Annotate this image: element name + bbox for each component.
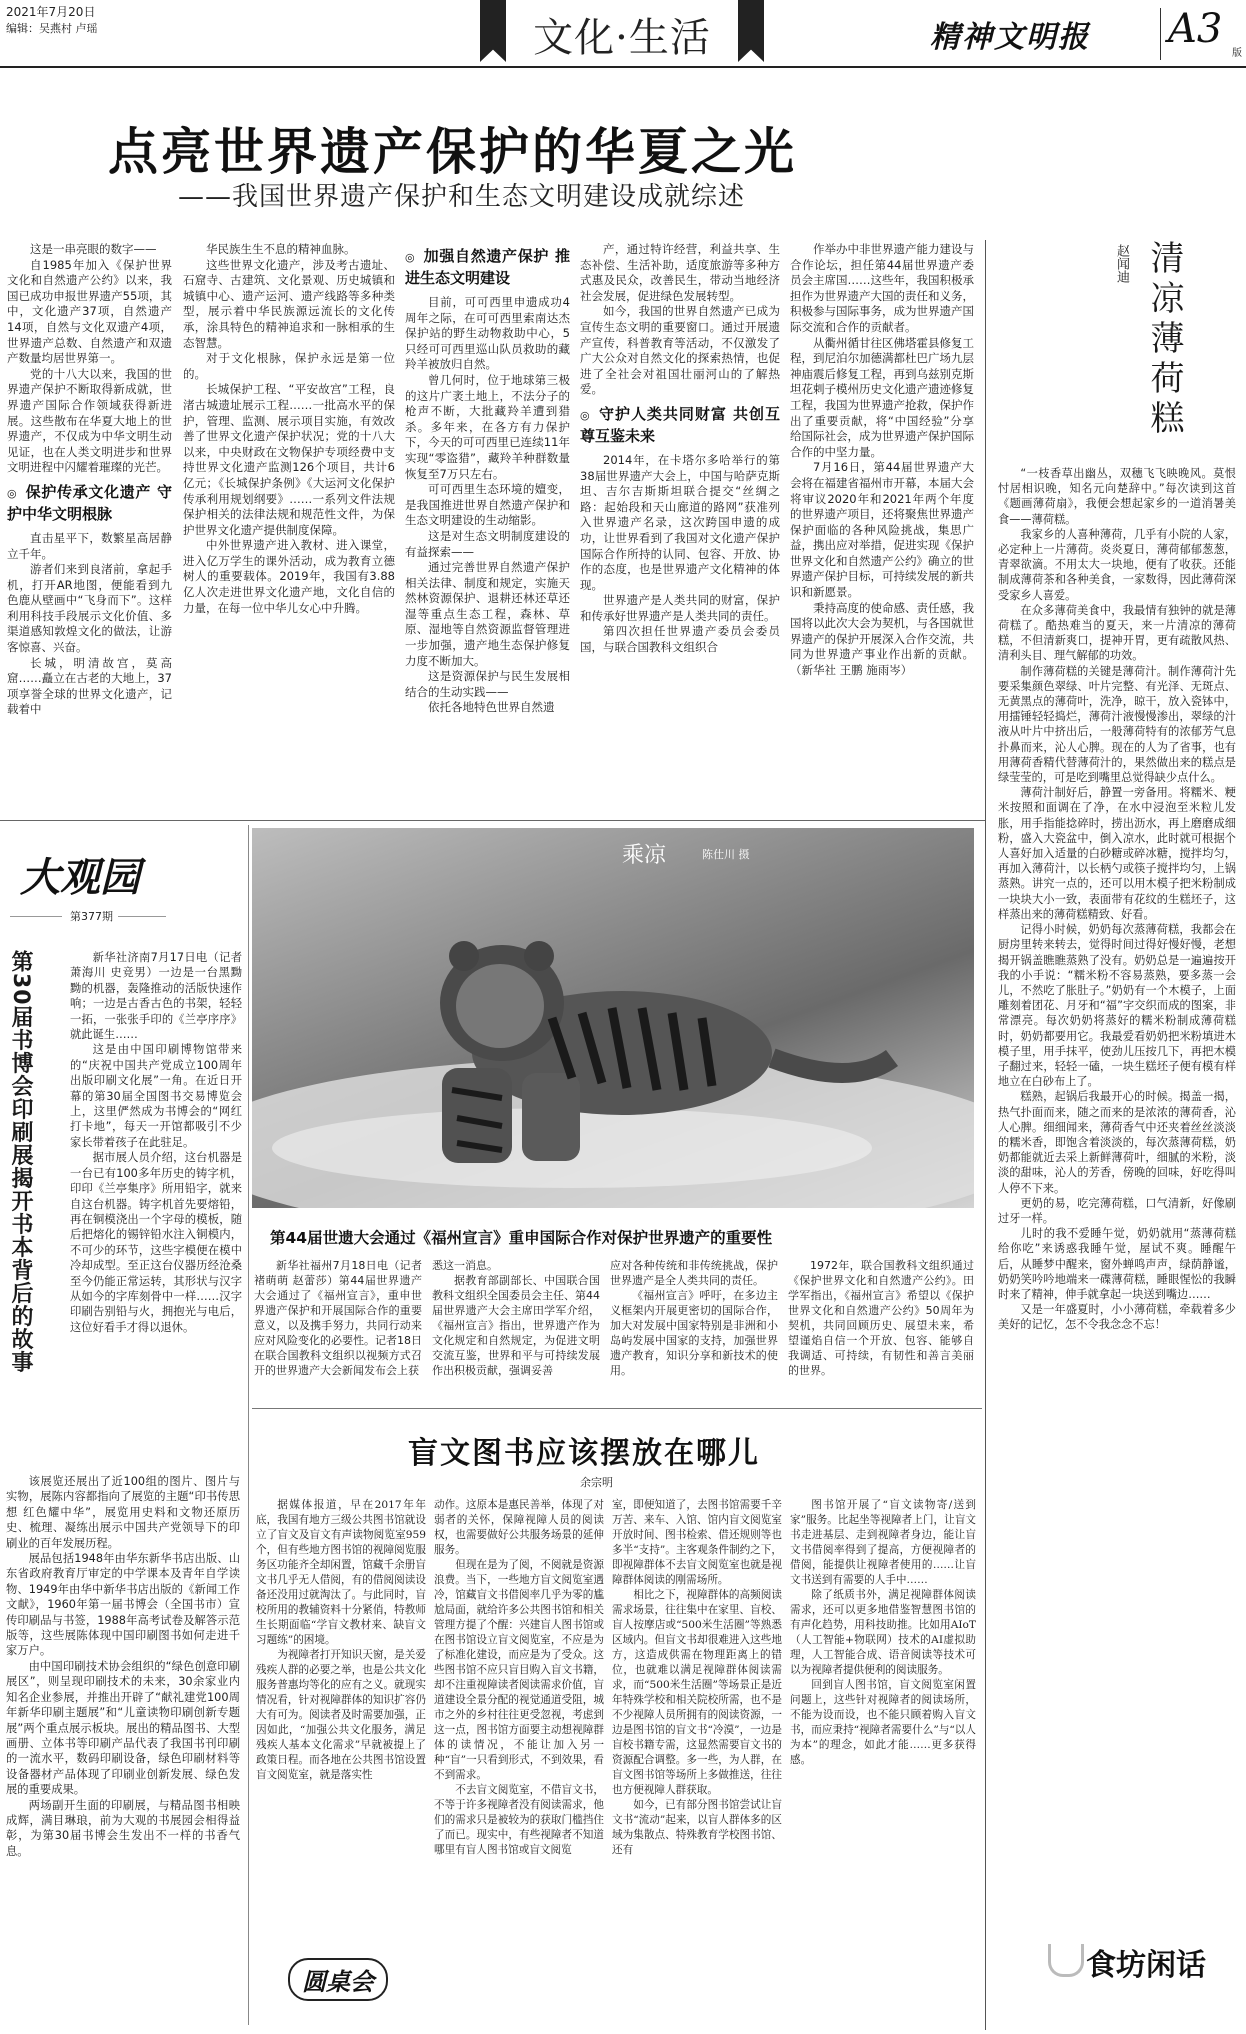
column-label-box <box>1048 1936 1228 1984</box>
paragraph: 第四次担任世界遗产委员会委员国，与联合国教科文组织合 <box>580 624 780 655</box>
circle-icon: ◎ <box>405 251 415 264</box>
paragraph: 该展览还展出了近100组的图片、图片与实物，展陈内容都指向了展览的主题“印书传思想 红色耀中华”，展览用史料和文物还原历史、梳理、凝练出展示中国共产党领导下的印刷业的百年发展历程。 <box>6 1475 240 1550</box>
paragraph: 从衢州循甘往区佛塔霍县修复工程，到尼泊尔加德满都杜巴广场九层神庙震后修复工程，再到乌兹别克斯坦花剌子模州历史文化遗产遗迹修复工程，我国为世界遗产抢救，保护作出了重要贡献，将“中国经验”分享给国际社会，成为世界遗产保护国际合作的中坚力量。 <box>790 335 974 459</box>
paragraph: 这些世界文化遗产，涉及考古遗址、石窟寺、古建筑、文化景观、历史城镇和城镇中心、遗产运河、遗产线路等多种类型，展示着中华民族源远流长的文化传承，涂具特色的精神追求和一脉相承的生态智慧。 <box>183 257 395 350</box>
page-number: A3 <box>1168 6 1223 52</box>
subheading: ◎ 保护传承文化遗产 守护中华文明根脉 <box>7 482 172 523</box>
dashi-headline: 第30届书博会印刷展揭开书本背后的故事 <box>8 950 33 1374</box>
paragraph: 可可西里生态环境的嬗变，是我国推进世界自然遗产保护和生态文明建设的生动缩影。 <box>405 482 570 528</box>
paragraph: 华民族生生不息的精神血脉。 <box>206 242 356 256</box>
main-subtitle: ——我国世界遗产保护和生态文明建设成就综述 <box>178 182 746 212</box>
issue-rule <box>10 916 62 917</box>
main-col-1 <box>7 242 172 718</box>
bottom-col-2 <box>434 1498 604 2028</box>
section-title: 文化·生活 <box>533 15 711 61</box>
right-body <box>998 466 1236 1886</box>
bowl-icon <box>1048 1944 1084 1977</box>
paper-name: 精神文明报 <box>930 20 1090 55</box>
paragraph: 2014年，在卡塔尔多哈举行的第38届世界遗产大会上，中国与哈萨克斯坦、吉尔吉斯斯坦联合提交“丝绸之路：起始段和天山廊道的路网”获准列入世界遗产名录，这次跨国申遗的成功，让世界看到了我国对文化遗产保护国际合作所持的认同、包容、开放、协作的态度，也是世界遗产文化精神的体现。 <box>580 452 780 592</box>
paragraph: 曾几何时，位于地球第三极的这片广袤土地上，不法分子的枪声不断，大批藏羚羊遭到猎杀。多年来，在各方有力保护下，今天的可可西里已连续11年实现“零盗猎”，藏羚羊种群数量恢复至7万只左右。 <box>405 372 570 481</box>
paragraph: 悉这一消息。 <box>432 1259 498 1272</box>
paragraph: 儿时的我不爱睡午觉，奶奶就用“蒸薄荷糕给你吃”来诱惑我睡午觉，屋试不爽。睡醒午后，从睡梦中醒来，窗外蝉鸣声声，绿荫静谧，奶奶笑吟吟地端来一碟薄荷糕，睡眼惺忪的我瞬时来了精神，伸手就拿起一块送到嘴边…… <box>998 1227 1236 1301</box>
paragraph: 产，通过特许经营，利益共享、生态补偿、生活补助，适度旅游等多种方式惠及民众，改善民生，带动当地经济社会发展，促进绿色发展转型。 <box>580 242 780 303</box>
paragraph: 又是一年盛夏时，小小薄荷糕，牵载着多少美好的记忆，怎不令我念念不忘！ <box>998 1303 1236 1332</box>
subheading: ◎ 守护人类共同财富 共创互尊互鉴未来 <box>580 404 780 445</box>
bottom-col-3 <box>612 1498 782 2028</box>
paragraph: 如今，已有部分图书馆尝试让盲文书“流动”起来，以盲人群体多的区域为集散点、特殊教育学校图书馆、还有 <box>612 1799 782 1856</box>
mid-rule <box>0 820 985 821</box>
caption-col-4 <box>788 1258 974 1378</box>
paragraph: 这是对生态文明制度建设的有益探索—— <box>405 528 570 559</box>
paragraph: 长城，明清故宫，莫高窟……矗立在古老的大地上，37项享誉全球的世界文化遗产，记载着中 <box>7 655 172 717</box>
bottom-rule <box>252 1408 982 1409</box>
page-suffix: 版 <box>1232 48 1242 59</box>
paragraph: “一枝香草出幽丛，双穗飞飞映晚风。莫恨忖居相识晚，知名元向楚辞中。”每次读到这首《题画薄荷扇》，我便会想起家乡的一道消暑美食——薄荷糕。 <box>998 467 1236 526</box>
right-column <box>992 236 1242 2026</box>
paragraph: 应对各种传统和非传统挑战，保护世界遗产是全人类共同的责任。 <box>610 1259 778 1287</box>
header-divider <box>1160 8 1161 60</box>
header-rule <box>0 66 1246 68</box>
header-editor: 编辑：吴燕村 卢瑶 <box>6 22 98 35</box>
subheading: ◎ 加强自然遗产保护 推进生态文明建设 <box>405 247 570 287</box>
dashi-col-upper <box>70 950 242 1470</box>
main-col-2 <box>183 242 395 616</box>
paragraph: 这是资源保护与民生发展相结合的生动实践—— <box>405 669 570 699</box>
paragraph: 作举办中非世界遗产能力建设与合作论坛，担任第44届世界遗产委员会主席国……这些年，我国积极承担作为世界遗产大国的责任和义务，积极参与国际事务，成为世界遗产国际交流和合作的贡献者。 <box>790 242 974 334</box>
paragraph: 制作薄荷糕的关键是薄荷汁。制作薄荷汁先要采集颜色翠绿、叶片完整、有光泽、无斑点、无黄黑点的薄荷叶，洗净，晾干，放入瓷钵中，用擂锤轻轻捣烂，薄荷汁液慢慢渗出，翠绿的汁液从叶片中挤出后，一般薄荷特有的浓郁芳气息扑鼻而来，沁人心脾。现在的人为了省事，也有用薄荷香精代替薄荷汁的，果然做出来的糕点是绿莹莹的，可是吃到嘴里总觉得缺少点什么。 <box>998 664 1236 785</box>
caption-col-1 <box>254 1258 422 1378</box>
header-flag-right <box>738 0 764 62</box>
header-date: 2021年7月20日 <box>6 5 96 19</box>
paragraph: 如今，我国的世界自然遗产已成为宣传生态文明的重要窗口。通过开展遗产宣传，科普教育等活动，不仅激发了广大公众对自然文化的探索热情，也促进了全社会对祖国壮丽河山的了解热爱。 <box>580 304 780 397</box>
paragraph: 这是一串亮眼的数字—— <box>30 242 157 256</box>
main-col-4 <box>580 242 780 656</box>
paragraph: 两场副开生面的印刷展，与精品图书相映成辉，满目琳琅，前为大观的书展园会相得益彰，为第30届书博会生发出不一样的书香气息。 <box>6 1798 240 1858</box>
dashi-logo: 大观园 <box>20 854 140 901</box>
paragraph: 由中国印刷技术协会组织的“绿色创意印刷展区”，则呈现印刷技术的未来，30余家业内知名企业参展，并推出开辟了“献礼建党100周年新华印刷主题展”和“儿童读物印刷创新专题展”两个重点展示板块。展出的精品图书、大型画册、立体书等印刷产品代表了我国书刊印刷的一流水平，数码印刷设备，绿色印刷材料等设备器材产品体现了印刷业创新发展、绿色发展的重要成果。 <box>6 1659 240 1797</box>
main-title: 点亮世界遗产保护的华夏之光 <box>108 123 797 181</box>
tiger-image-icon <box>252 828 974 1208</box>
tiger-photo <box>252 828 974 1208</box>
paragraph: 展品包括1948年由华东新华书店出版、山东省政府教育厅审定的中学课本及青年自学读物、1949年由华中新华书店出版的《新闻工作文献》，1960年第一届书博会（全国书市）宣传印刷品与书签，1988年高考试卷及解答示范版等，这些展陈体现中国印刷图书如何走进千家万户。 <box>6 1552 240 1658</box>
paragraph: 在众多薄荷美食中，我最情有独钟的就是薄荷糕了。酷热难当的夏天，来一片清凉的薄荷糕，不但清新爽口，提神开胃，更有疏散风热、清利头目、理气解郁的功效。 <box>998 603 1236 663</box>
paragraph: 依托各地特色世界自然遗 <box>428 700 555 715</box>
caption-headline: 第44届世遗大会通过《福州宣言》重申国际合作对保护世界遗产的重要性 <box>270 1229 773 1247</box>
paragraph: 但现在是为了阅，不阅就是资源浪费。当下，一些地方盲文阅览室遇冷，馆藏盲文书借阅率几乎为零的尴尬局面，就给许多公共图书馆和相关管理方提了个醒：兴建盲人图书馆或在图书馆设立盲文阅览室，不应是为了标准化建设，而应是为了受众。这些图书馆不应只盲目购入盲文书籍，却不注重视障读者阅读需求价值，盲道建设全景分配的视觉通道受阻，城市之外的乡村往往更受忽视，考虑到这一点，图书馆方面要主动想视障群体的读情况，不能让加入另一种“盲”一只看到形式，不到效果，看不到需求。 <box>434 1559 604 1781</box>
paragraph: 糕熟，起锅后我最开心的时候。揭盖一揭，热气扑面而来，随之而来的是浓浓的薄荷香，沁人心脾。细细闻来，薄荷香气中还夹着丝丝淡淡的糯米香，即饱含着淡淡的，每次蒸薄荷糕，奶奶都能就近去采上新鲜薄荷叶，细腻的米粉，淡淡的甜味，沁人的芳香，傍晚的回味，好吃得叫人停不下来。 <box>998 1090 1236 1195</box>
paragraph: 直击星平下，数繁星高居静立千年。 <box>7 530 172 561</box>
paragraph: 7月16日，第44届世界遗产大会将在福建省福州市开幕，本届大会将审议2020年和2021年两个年度的世界遗产项目，还将聚焦世界遗产保护面临的各种风险挑战，集思广益，携出应对举措，促进实现《保护世界文化和自然遗产公约》确立的世界遗产保护目标，可持续发展的新共识和新愿景。 <box>790 460 974 600</box>
right-author: 赵闻迪 <box>1114 244 1129 283</box>
paragraph: 回到盲人图书馆，盲文阅览室闲置问题上，这些针对视障者的阅读场所，不能为设而设，也不能只顾着购入盲文书，而应秉持“视障者需要什么”与“以人为本”的理念，如此才能……更多获得感。 <box>790 1679 976 1766</box>
paragraph: 1972年，联合国教科文组织通过《保护世界文化和自然遗产公约》。田学军指出，《福州宣言》希望以《保护世界文化和自然遗产公约》50周年为契机，共同回顾历史、展望未来，希望谨焰自信一个开放、包容、能够自我调适、可持续，有韧性和善言美丽的世界。 <box>788 1259 974 1377</box>
bottom-col-4 <box>790 1498 976 2028</box>
paragraph: 这是由中国印刷博物馆带来的“庆祝中国共产党成立100周年出版印刷文化展”一角。在近日开幕的第30届全国图书交易博览会上，这里俨然成为书博会的“网红打卡地”，每天一开馆都吸引不少家长带着孩子在此驻足。 <box>70 1043 242 1149</box>
dashi-logo-box <box>6 834 166 934</box>
paragraph: 秉持高度的使命感、责任感，我国将以此次大会为契机，与各国就世界遗产的保护开展深入合作交流，共同为世界遗产事业作出新的贡献。（新华社 王鹏 施雨岑） <box>790 600 974 678</box>
main-col-5 <box>790 242 974 679</box>
circle-icon: ◎ <box>580 408 590 422</box>
paragraph: 室，即便知道了，去图书馆需要千辛万苦、来车、入馆、馆内盲文阅览室开放时间、图书检索、借还规则等也多半“支持”。主客观条件制约之下，即视障群体不去盲文阅览室也就是视障群体阅读的刚需场所。 <box>612 1499 782 1586</box>
paragraph: 不去盲文阅览室，不借盲文书，不等于许多视障者没有阅读需求，他们的需求只是被较为的获取门槛挡住了而已。现实中，有些视障者不知道哪里有盲人图书馆或盲文阅览 <box>434 1784 604 1856</box>
column-label: 食坊闲话 <box>1086 1948 1206 1983</box>
header-flag-left <box>480 0 506 62</box>
main-col-3 <box>405 246 570 716</box>
bottom-headline: 盲文图书应该摆放在哪儿 <box>408 1436 760 1471</box>
dashi-issue: 第377期 <box>70 910 113 923</box>
paragraph: 记得小时候，奶奶每次蒸薄荷糕，我都会在厨房里转来转去，觉得时间过得好慢好慢，老想揭开锅盖瞧瞧蒸熟了没有。奶奶总是一遍遍按开我的小手说：“糯米粉不容易蒸熟，要多蒸一会儿，不然吃了胀肚子。”奶奶有一个木模子，上面雕刻着团花、月牙和“福”字交织而成的图案，非常漂亮。每次奶奶将蒸好的糯米粉制成薄荷糕时，奶奶都要用它。我最爱看奶奶把米粉填进木模子里，用手抹平，使劲儿压按几下，再把木模子翻过来，轻轻一磕，一块生糕坯子便有模有样地立在白砂布上了。 <box>998 923 1236 1089</box>
paragraph: 自1985年加入《保护世界文化和自然遗产公约》以来，我国已成功申报世界遗产55项，其中，文化遗产37项，自然遗产14项，自然与文化双遗产4项，世界遗产总数、自然遗产和双遗产数量均居世界第一。 <box>7 257 172 366</box>
caption-col-2 <box>432 1258 600 1378</box>
bottom-col-1 <box>256 1498 426 1828</box>
paragraph: 对于文化根脉，保护永远是第一位的。 <box>183 351 395 381</box>
paragraph: 为视障者打开知识天窗，是关爱残疾人群的必要之举，也是公共文化服务普惠均等化的应有之义。就现实情况看，针对视障群体的知识扩容仍大有可为。阅读者及时需要加强，正因如此，“加强公共文化服务，满足残疾人基本文化需求”早就被提上了政策日程。而各地在公共图书馆设置盲文阅览室，就是落实性 <box>256 1649 426 1781</box>
paragraph: 中外世界遗产进入教材、进入课堂，进入亿万学生的课外活动，成为教育立德树人的重要载体。2019年，我国有3.88亿人次走进世界文化遗产地，文化自信的力量，在每一位中华儿女心中升腾。 <box>183 538 395 615</box>
roundtable-stamp: 圆桌会 <box>288 1958 388 2001</box>
main-right-divider <box>985 240 986 2030</box>
paragraph: 更奶的易，吃完薄荷糕，口气清新，好像刷过牙一样。 <box>998 1196 1236 1225</box>
paragraph: 相比之下，视障群体的高频阅读需求场景，往往集中在家里、盲校、盲人按摩店或“500米生活圈”等熟悉区域内。但盲文书却很难进入这些地方，这造成供需在物理距离上的错位，也就难以满足视障群体阅读需求，而“500米生活圈”等场景正是近年特殊学校和相关院校所需，也不是不少视障人员所拥有的阅读资源，一边是图书馆的盲文书“冷漠”，一边是盲校书籍专需，这显然需要盲文书的资源配合调整。多一些，为人群，在盲文图书馆等场所上多做推送，往往也方便视障人群获取。 <box>612 1589 782 1796</box>
paragraph: 动作。这原本是惠民善举，体现了对弱者的关怀，保障视障人员的阅读权，也需要做好公共服务场景的延伸服务。 <box>434 1499 604 1556</box>
paragraph: 我家乡的人喜种薄荷，几乎有小院的人家，必定种上一片薄荷。炎炎夏日，薄荷郁郁葱葱，青翠欲滴。不用太大一块地，便有了收获。还能制成薄荷茶和各种美食，一家数得，因此薄荷深受家乡人喜爱。 <box>998 527 1236 602</box>
paragraph: 《福州宣言》呼吁，在多边主义框架内开展更密切的国际合作，加大对发展中国家特别是非洲和小岛屿发展中国家的支持，加强世界遗产教育，知识分享和新技术的使用。 <box>610 1289 778 1377</box>
photo-credit: 陈仕川 摄 <box>702 848 750 861</box>
paragraph: 党的十八大以来，我国的世界遗产保护不断取得新成就，世界遗产国际合作领域获得新进展。这些散布在华夏大地上的世界遗产，不仅成为中华文明生动见证，也在人类文明进步和世界文明进程中闪耀着璀璨的光芒。 <box>7 366 172 475</box>
paragraph: 新华社济南7月17日电（记者 萧海川 史竞男）一边是一台黑黝黝的机器，轰隆推动的活版快速作响；一边是古香古色的书架，轻轻一拓，一张张手印的《兰亭序序》就此诞生…… <box>70 951 242 1042</box>
dashi-col-lower <box>6 1474 240 2014</box>
issue-rule <box>118 916 166 917</box>
paragraph: 新华社福州7月18日电（记者 褚萌萌 赵蕾莎）第44届世界遗产大会通过了《福州宣言》，重申世界遗产保护和开展国际合作的重要意义，以及携手努力，共同行动来应对风险变化的必要性。记者18日在联合国教科文组织以视频方式召开的世界遗产大会新闻发布会上获 <box>254 1259 422 1377</box>
paragraph: 据市展人员介绍，这台机器是一台已有100多年历史的铸字机，印印《兰亭集序》所用铅字，就来自这台机器。铸字机首先要熔铅，再在铜模浇出一个字母的模板，随后把熔化的锡锌铅水注入铜模内，不可少的环节，这些字模便在模中冷却成型。至正这台仪器历经沧桑至今仍能正常运转，其形状与汉字从如今的字库刻骨中一样……汉字印刷告别铅与火，拥抱光与电后，这位好看手才得以退休。 <box>70 1151 242 1334</box>
paragraph: 据媒体报道，早在2017年年底，我国有地方三级公共图书馆就设立了盲文及盲文有声读物阅览室959个，但有些地方图书馆的视障阅览服务区功能齐全却闲置，馆藏千余册盲文书几乎无人借阅，有的借阅阅读设备还没用过就淘汰了。与此同时，盲校所用的教辅资料十分紧俏，特教师生长期面临“学盲文教材来、缺盲文习题练”的困境。 <box>256 1499 426 1646</box>
right-title: 清凉薄荷糕 <box>1144 240 1184 440</box>
paragraph: 目前，可可西里申遗成功4周年之际，在可可西里索南达杰保护站的野生动物救助中心，5只经可可西里巡山队员救助的藏羚羊被放归自然。 <box>405 295 570 372</box>
paragraph: 除了纸质书外，满足视障群体阅读需求，还可以更多地借鉴智慧图书馆的有声化趋势，用科技助推。比如用AIoT（人工智能+物联网）技术的AI虚拟助理，人工智能合成、语音阅读等技术可以为视障者提供便利的阅读服务。 <box>790 1589 976 1676</box>
paragraph: 世界遗产是人类共同的财富，保护和传承好世界遗产是人类共同的责任。 <box>580 593 780 623</box>
paragraph: 游者们来到良渚前，拿起手机，打开AR地图，便能看到九色鹿从壁画中“飞身而下”。这样利用科技手段展示文化价值、多渠道感知敦煌文化的做法，让游客惊喜、兴奋。 <box>7 562 172 655</box>
photo-title: 乘凉 <box>622 843 667 868</box>
paragraph: 通过完善世界自然遗产保护相关法律、制度和规定，实施天然林资源保护、退耕还林还草还湿等重点生态工程，森林、草原、湿地等自然资源监督管理进一步加强，遗产地生态保护修复力度不断加大。 <box>405 560 570 668</box>
bottom-author: 余宗明 <box>580 1476 613 1489</box>
paragraph: 图书馆开展了“盲文读物寄/送到家”服务。比起坐等视障者上门，让盲文书走进基层、走到视障者身边，能让盲文书借阅率得到了提高，方便视障者的借阅，能提供让视障者使用的……让盲文书送到有需要的人手中…… <box>790 1499 976 1586</box>
paragraph: 据教育部副部长、中国联合国教科文组织全国委员会主任、第44届世界遗产大会主席田学军介绍，《福州宣言》指出，世界遗产作为文化规定和自然规定，为促进文明交流互鉴，世界和平与可持续发展作出积极贡献，强调妥善 <box>432 1274 600 1377</box>
paragraph: 长城保护工程、“平安故宫”工程，良渚古城遗址展示工程……一批高水平的保护，管理、监测、展示项目实施，有效改善了世界文化遗产保护状况；党的十八大以来，中央财政在文物保护专项经费中支持世界文化遗产监测126个项目，共计6亿元；《长城保护条例》《大运河文化保护传承利用规划纲要》……一系列文件法规保护相关的法律法规和规范性文件，为保护世界文化遗产提供制度保障。 <box>183 382 395 537</box>
circle-icon: ◎ <box>7 486 17 500</box>
caption-col-3 <box>610 1258 778 1378</box>
paragraph: 薄荷汁制好后，静置一旁备用。将糯米、粳米按照和面调在了净，在水中浸泡至米粒儿发胀，用手指能捻碎时，捞出沥水，再上磨磨成细粉，盛入大瓷盆中，倒入凉水，此时就可根据个人喜好加入适量的白砂糖或碎冰糖，搅拌均匀，再加入薄荷汁，以长柄勺或筷子搅拌均匀，上锅蒸熟。讲究一点的，还可以用木模子把米粉制成一块块大小一致，表面带有花纹的生糕坯子，这样蒸出来的薄荷糕精致、好看。 <box>998 786 1236 921</box>
dashi-divider <box>248 825 249 2025</box>
